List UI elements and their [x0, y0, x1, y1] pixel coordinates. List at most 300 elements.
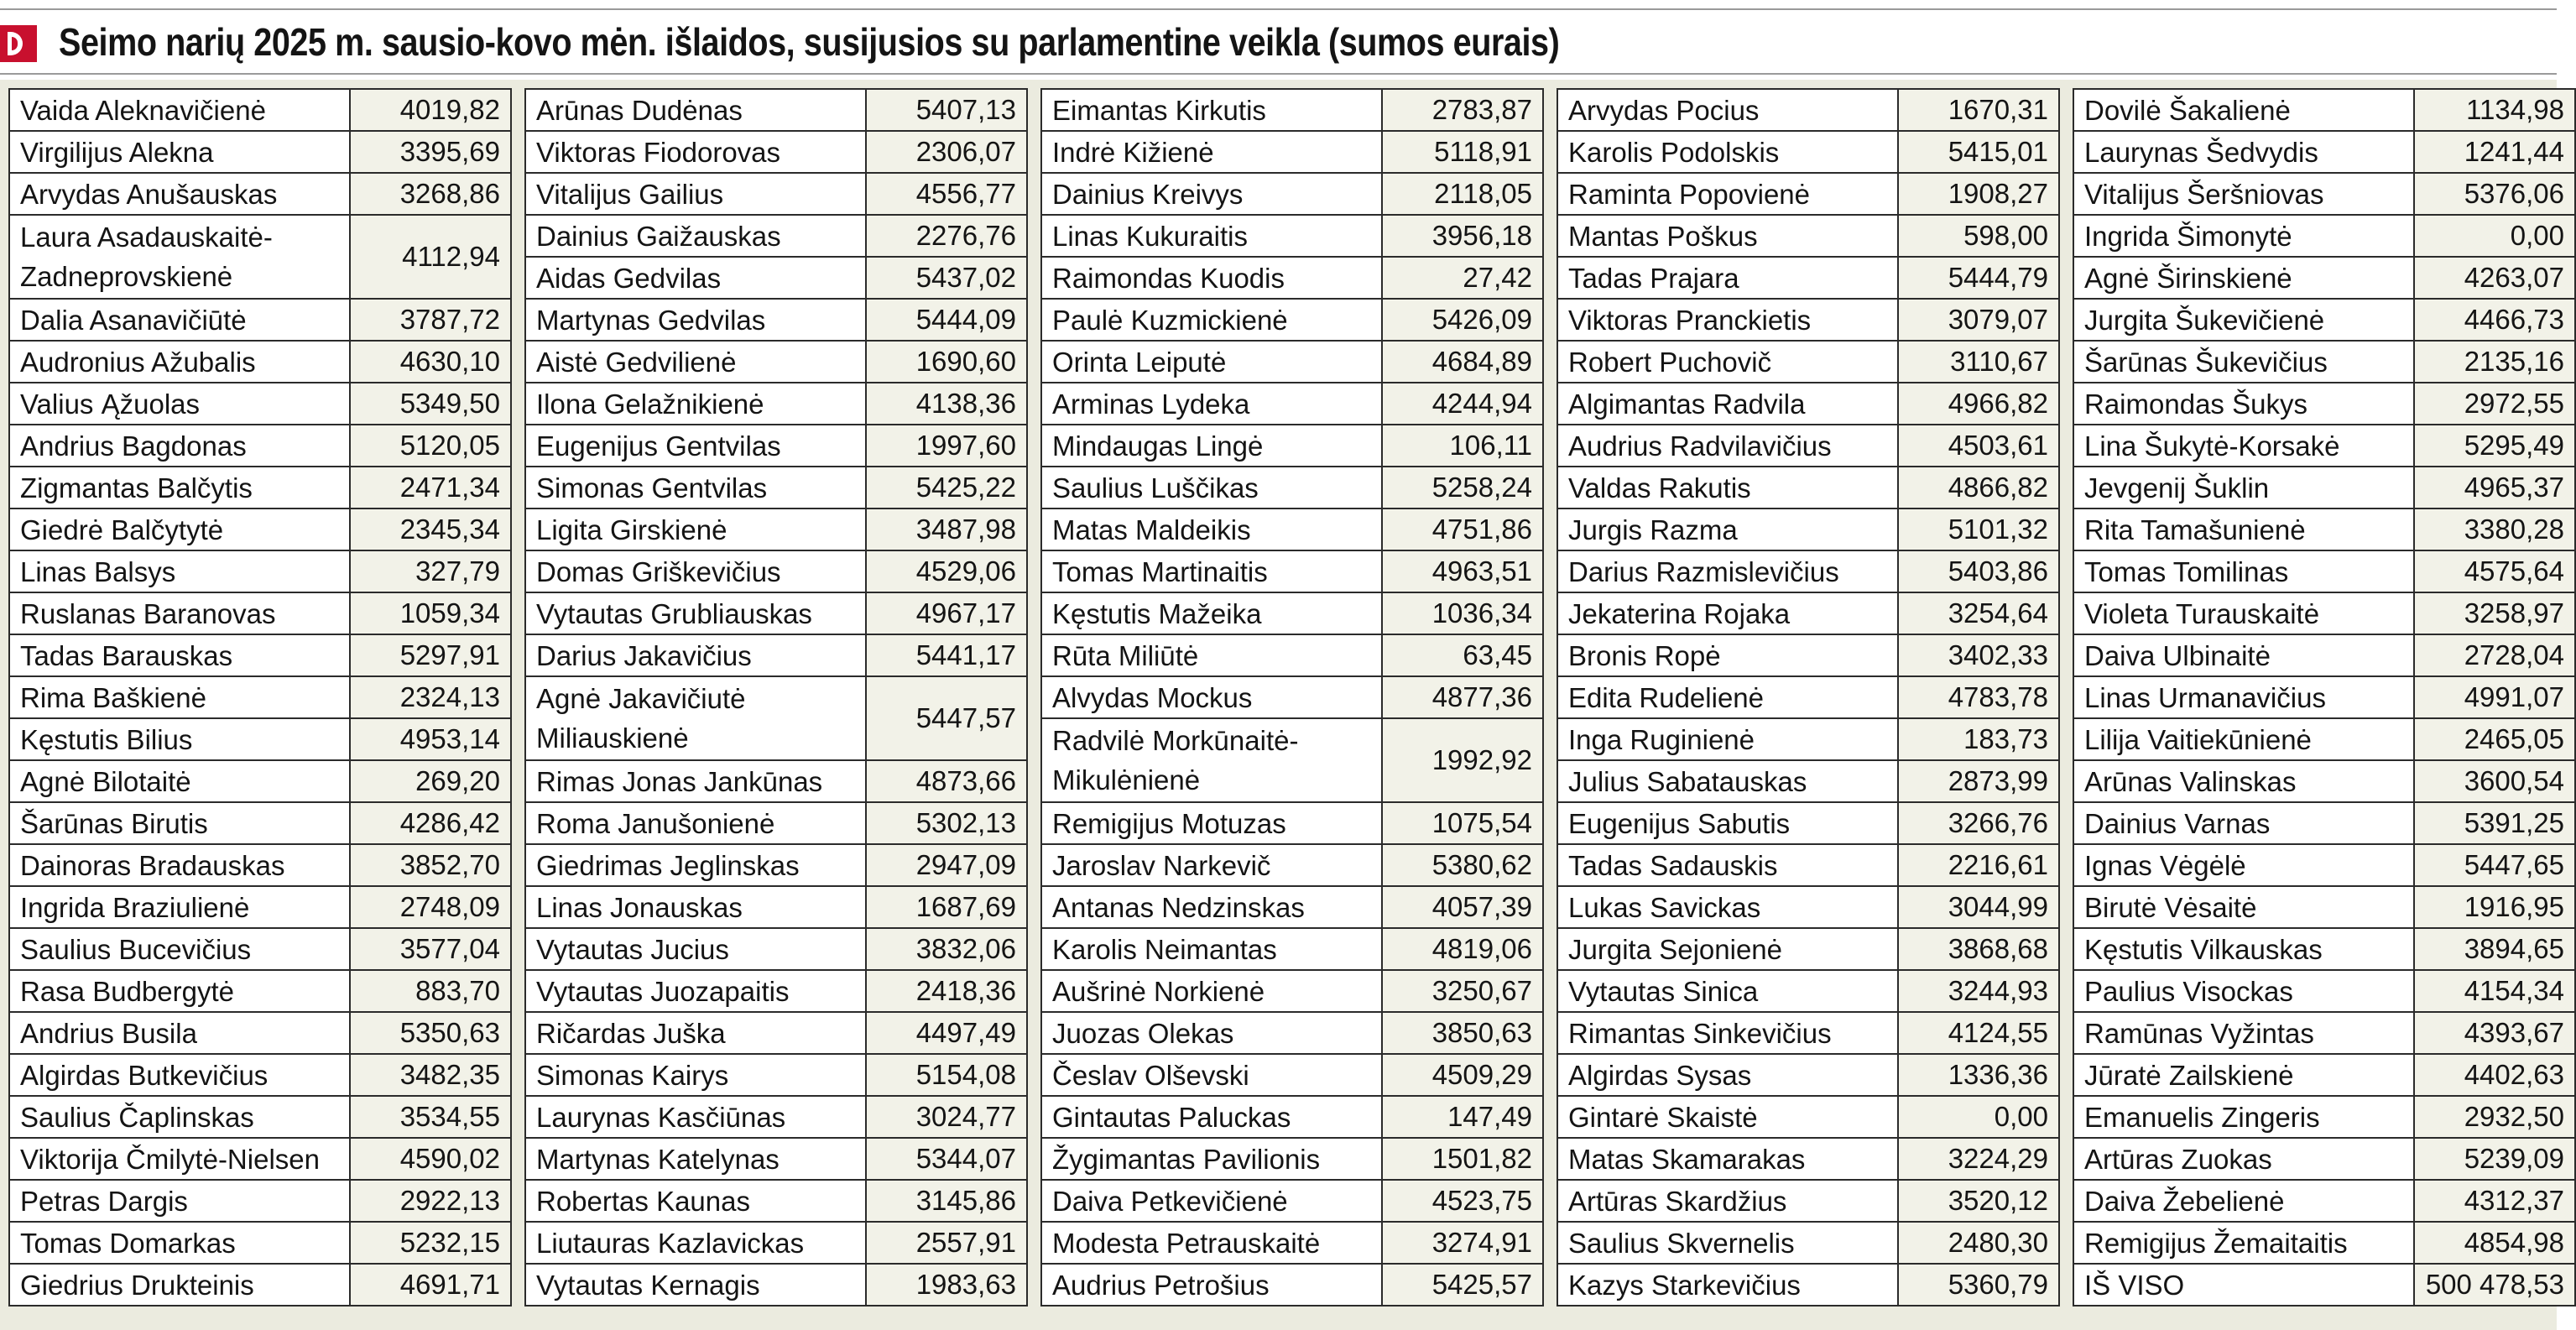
table-row	[2074, 1223, 2574, 1265]
member-name: Algirdas Butkevičius	[10, 1055, 351, 1095]
expense-amount: 2972,55	[2415, 383, 2574, 424]
table-row	[1558, 1265, 2058, 1305]
expense-amount: 5344,07	[867, 1139, 1026, 1179]
table-row	[1042, 1097, 1542, 1139]
expense-amount: 2471,34	[351, 467, 510, 508]
table-row	[1042, 258, 1542, 300]
member-name: Liutauras Kazlavickas	[526, 1223, 867, 1263]
member-name: Agnė Širinskienė	[2074, 258, 2415, 298]
table-row	[1558, 635, 2058, 677]
expense-amount: 1992,92	[1383, 719, 1542, 801]
member-name: Viktorija Čmilytė-Nielsen	[10, 1139, 351, 1179]
member-name: Birutė Vėsaitė	[2074, 887, 2415, 927]
table-row	[2074, 342, 2574, 383]
member-name: Ligita Girskienė	[526, 509, 867, 550]
member-name: Martynas Katelynas	[526, 1139, 867, 1179]
member-name: Vaida Aleknavičienė	[10, 90, 351, 130]
member-name: Jurgita Sejonienė	[1558, 929, 1899, 969]
member-name: Julius Sabatauskas	[1558, 761, 1899, 801]
member-name: Aidas Gedvilas	[526, 258, 867, 298]
expense-amount: 4503,61	[1899, 425, 2058, 466]
table-row	[10, 761, 510, 803]
expense-amount: 3244,93	[1899, 971, 2058, 1011]
member-name: Vytautas Grubliauskas	[526, 593, 867, 634]
table-row	[10, 1055, 510, 1097]
table-row	[1558, 1013, 2058, 1055]
member-name: Giedrius Drukteinis	[10, 1265, 351, 1305]
table-row	[2074, 174, 2574, 216]
member-name: Lilija Vaitiekūnienė	[2074, 719, 2415, 759]
expense-amount: 63,45	[1383, 635, 1542, 675]
expense-amount: 2932,50	[2415, 1097, 2574, 1137]
expense-amount: 5258,24	[1383, 467, 1542, 508]
member-name: Violeta Turauskaitė	[2074, 593, 2415, 634]
expense-amount: 1134,98	[2415, 90, 2574, 130]
expense-amount: 147,49	[1383, 1097, 1542, 1137]
expense-amount: 3380,28	[2415, 509, 2574, 550]
expense-amount: 4057,39	[1383, 887, 1542, 927]
expense-amount: 3274,91	[1383, 1223, 1542, 1263]
expense-amount: 5447,65	[2415, 845, 2574, 885]
member-name: Lina Šukytė-Korsakė	[2074, 425, 2415, 466]
member-name: Tadas Prajara	[1558, 258, 1899, 298]
table-row	[1042, 1223, 1542, 1265]
member-name: Arminas Lydeka	[1042, 383, 1383, 424]
table-row	[1042, 174, 1542, 216]
member-name: Gintarė Skaistė	[1558, 1097, 1899, 1137]
member-name: Ingrida Braziulienė	[10, 887, 351, 927]
table-row	[1042, 1055, 1542, 1097]
table-row	[1042, 1265, 1542, 1305]
member-name: Saulius Skvernelis	[1558, 1223, 1899, 1263]
expense-amount: 3079,07	[1899, 300, 2058, 340]
member-name: Radvilė Morkūnaitė-Mikulėnienė	[1042, 719, 1383, 801]
expense-amount: 4112,94	[351, 216, 510, 298]
table-row	[1558, 971, 2058, 1013]
member-name: Tadas Barauskas	[10, 635, 351, 675]
member-name: Daiva Ulbinaitė	[2074, 635, 2415, 675]
table-row	[526, 803, 1026, 845]
table-row	[526, 971, 1026, 1013]
expense-amount: 2465,05	[2415, 719, 2574, 759]
member-name: Jurgis Razma	[1558, 509, 1899, 550]
table-row	[1558, 1181, 2058, 1223]
table-row	[1042, 1139, 1542, 1181]
expense-amount: 3044,99	[1899, 887, 2058, 927]
member-name: Audronius Ažubalis	[10, 342, 351, 382]
member-name: Raminta Popovienė	[1558, 174, 1899, 214]
table-row	[10, 1097, 510, 1139]
member-name: Juozas Olekas	[1042, 1013, 1383, 1053]
expense-amount: 4691,71	[351, 1265, 510, 1305]
member-name: Rita Tamašunienė	[2074, 509, 2415, 550]
table-row	[526, 761, 1026, 803]
table-row	[1042, 342, 1542, 383]
table-row	[526, 467, 1026, 509]
member-name: Aušrinė Norkienė	[1042, 971, 1383, 1011]
expense-amount: 1241,44	[2415, 132, 2574, 172]
expense-amount: 1690,60	[867, 342, 1026, 382]
expense-amount: 4019,82	[351, 90, 510, 130]
member-name: Modesta Petrauskaitė	[1042, 1223, 1383, 1263]
member-name: Aistė Gedvilienė	[526, 342, 867, 382]
table-row	[526, 258, 1026, 300]
member-name: Česlav Olševski	[1042, 1055, 1383, 1095]
table-row	[10, 1139, 510, 1181]
expense-amount: 1997,60	[867, 425, 1026, 466]
table-row	[10, 1013, 510, 1055]
table-row	[1558, 1139, 2058, 1181]
table-row	[1042, 971, 1542, 1013]
member-name: Jaroslav Narkevič	[1042, 845, 1383, 885]
table-row	[10, 467, 510, 509]
expense-amount: 4556,77	[867, 174, 1026, 214]
expense-amount: 4312,37	[2415, 1181, 2574, 1221]
table-row	[2074, 300, 2574, 342]
table-row	[2074, 509, 2574, 551]
table-row	[526, 551, 1026, 593]
expense-amount: 3482,35	[351, 1055, 510, 1095]
member-name: Mantas Poškus	[1558, 216, 1899, 256]
page-title: Seimo narių 2025 m. sausio-kovo mėn. išlaidos, susijusios su parlamentine veikla (sumos eurais)	[59, 20, 1560, 64]
member-name: Martynas Gedvilas	[526, 300, 867, 340]
member-name: Tomas Martinaitis	[1042, 551, 1383, 592]
expense-amount: 2783,87	[1383, 90, 1542, 130]
member-name: Laura Asadauskaitė-Zadneprovskienė	[10, 216, 351, 298]
table-row	[2074, 593, 2574, 635]
member-name: Ingrida Šimonytė	[2074, 216, 2415, 256]
member-name: Matas Maldeikis	[1042, 509, 1383, 550]
table-row	[1042, 719, 1542, 803]
member-name: Vytautas Juozapaitis	[526, 971, 867, 1011]
member-name: Valdas Rakutis	[1558, 467, 1899, 508]
table-row	[1558, 551, 2058, 593]
table-row	[2074, 258, 2574, 300]
expense-amount: 4263,07	[2415, 258, 2574, 298]
expense-amount: 598,00	[1899, 216, 2058, 256]
member-name: Andrius Bagdonas	[10, 425, 351, 466]
table-row	[2074, 425, 2574, 467]
member-name: Robert Puchovič	[1558, 342, 1899, 382]
expense-amount: 5437,02	[867, 258, 1026, 298]
expense-amount: 327,79	[351, 551, 510, 592]
table-row	[1042, 425, 1542, 467]
table-row	[526, 929, 1026, 971]
member-name: Arūnas Valinskas	[2074, 761, 2415, 801]
expense-amount: 4783,78	[1899, 677, 2058, 717]
table-row	[2074, 90, 2574, 132]
member-name: Daiva Petkevičienė	[1042, 1181, 1383, 1221]
member-name: Algimantas Radvila	[1558, 383, 1899, 424]
expense-amount: 500 478,53	[2415, 1265, 2574, 1305]
table-row	[10, 90, 510, 132]
member-name: Jevgenij Šuklin	[2074, 467, 2415, 508]
table-row	[1042, 467, 1542, 509]
member-name: Alvydas Mockus	[1042, 677, 1383, 717]
table-row	[526, 845, 1026, 887]
member-name: Kęstutis Vilkauskas	[2074, 929, 2415, 969]
member-name: Vitalijus Gailius	[526, 174, 867, 214]
expense-amount: 4497,49	[867, 1013, 1026, 1053]
expense-amount: 4877,36	[1383, 677, 1542, 717]
table-row	[2074, 1055, 2574, 1097]
table-row	[10, 383, 510, 425]
table-row	[1558, 258, 2058, 300]
expense-amount: 5101,32	[1899, 509, 2058, 550]
expense-amount: 4138,36	[867, 383, 1026, 424]
table-row	[1042, 677, 1542, 719]
expense-amount: 3145,86	[867, 1181, 1026, 1221]
table-row	[10, 1223, 510, 1265]
expense-amount: 3250,67	[1383, 971, 1542, 1011]
member-name: Antanas Nedzinskas	[1042, 887, 1383, 927]
member-name: IŠ VISO	[2074, 1265, 2415, 1305]
table-row	[526, 1139, 1026, 1181]
expense-amount: 269,20	[351, 761, 510, 801]
member-name: Jekaterina Rojaka	[1558, 593, 1899, 634]
table-column-1	[8, 88, 512, 1307]
member-name: Gintautas Paluckas	[1042, 1097, 1383, 1137]
expense-amount: 0,00	[2415, 216, 2574, 256]
table-row	[10, 300, 510, 342]
expense-amount: 3110,67	[1899, 342, 2058, 382]
expense-amount: 3868,68	[1899, 929, 2058, 969]
table-row	[10, 887, 510, 929]
member-name: Artūras Zuokas	[2074, 1139, 2415, 1179]
expense-amount: 5426,09	[1383, 300, 1542, 340]
table-row	[2074, 216, 2574, 258]
member-name: Mindaugas Lingė	[1042, 425, 1383, 466]
member-name: Audrius Radvilavičius	[1558, 425, 1899, 466]
table-row	[1558, 90, 2058, 132]
table-row	[1042, 593, 1542, 635]
table-row	[10, 845, 510, 887]
table-row	[10, 803, 510, 845]
table-column-3	[1040, 88, 1544, 1307]
expense-amount: 106,11	[1383, 425, 1542, 466]
member-name: Emanuelis Zingeris	[2074, 1097, 2415, 1137]
member-name: Tadas Sadauskis	[1558, 845, 1899, 885]
expense-amount: 5380,62	[1383, 845, 1542, 885]
member-name: Inga Ruginienė	[1558, 719, 1899, 759]
member-name: Dainius Kreivys	[1042, 174, 1383, 214]
expense-amount: 3266,76	[1899, 803, 2058, 843]
member-name: Dovilė Šakalienė	[2074, 90, 2415, 130]
table-row	[1558, 887, 2058, 929]
expenses-table	[0, 80, 2564, 1330]
table-row	[1558, 425, 2058, 467]
member-name: Roma Janušonienė	[526, 803, 867, 843]
member-name: Dainius Gaižauskas	[526, 216, 867, 256]
member-name: Giedrė Balčytytė	[10, 509, 351, 550]
member-name: Raimondas Šukys	[2074, 383, 2415, 424]
table-row	[1042, 509, 1542, 551]
table-row	[1042, 929, 1542, 971]
expense-amount: 2135,16	[2415, 342, 2574, 382]
table-row	[1558, 342, 2058, 383]
expense-amount: 5425,22	[867, 467, 1026, 508]
expense-amount: 1908,27	[1899, 174, 2058, 214]
expense-amount: 4873,66	[867, 761, 1026, 801]
expense-amount: 2306,07	[867, 132, 1026, 172]
member-name: Ričardas Juška	[526, 1013, 867, 1053]
member-name: Valius Ąžuolas	[10, 383, 351, 424]
table-row	[526, 216, 1026, 258]
member-name: Petras Dargis	[10, 1181, 351, 1221]
member-name: Virgilijus Alekna	[10, 132, 351, 172]
member-name: Arūnas Dudėnas	[526, 90, 867, 130]
expense-amount: 4124,55	[1899, 1013, 2058, 1053]
expense-amount: 2947,09	[867, 845, 1026, 885]
member-name: Kazys Starkevičius	[1558, 1265, 1899, 1305]
member-name: Bronis Ropė	[1558, 635, 1899, 675]
table-row	[1558, 467, 2058, 509]
expense-amount: 2324,13	[351, 677, 510, 717]
table-row	[526, 593, 1026, 635]
member-name: Kęstutis Bilius	[10, 719, 351, 759]
expense-amount: 3787,72	[351, 300, 510, 340]
expense-amount: 5441,17	[867, 635, 1026, 675]
member-name: Simonas Kairys	[526, 1055, 867, 1095]
table-row	[1558, 132, 2058, 174]
member-name: Vytautas Jucius	[526, 929, 867, 969]
expense-amount: 2873,99	[1899, 761, 2058, 801]
table-row	[526, 509, 1026, 551]
expense-amount: 4509,29	[1383, 1055, 1542, 1095]
member-name: Rasa Budbergytė	[10, 971, 351, 1011]
member-name: Orinta Leiputė	[1042, 342, 1383, 382]
table-row	[2074, 887, 2574, 929]
expense-amount: 5349,50	[351, 383, 510, 424]
member-name: Vitalijus Šeršniovas	[2074, 174, 2415, 214]
table-row	[2074, 1097, 2574, 1139]
expense-amount: 4965,37	[2415, 467, 2574, 508]
table-row	[1558, 719, 2058, 761]
member-name: Agnė Jakavičiutė Miliauskienė	[526, 677, 867, 759]
expense-amount: 5415,01	[1899, 132, 2058, 172]
member-name: Karolis Neimantas	[1042, 929, 1383, 969]
table-row	[1558, 803, 2058, 845]
table-row	[2074, 383, 2574, 425]
expense-amount: 3520,12	[1899, 1181, 2058, 1221]
expense-amount: 0,00	[1899, 1097, 2058, 1137]
expense-amount: 883,70	[351, 971, 510, 1011]
top-rule	[0, 8, 2557, 10]
member-name: Paulė Kuzmickienė	[1042, 300, 1383, 340]
table-row	[526, 300, 1026, 342]
member-name: Laurynas Kasčiūnas	[526, 1097, 867, 1137]
table-row	[526, 132, 1026, 174]
member-name: Paulius Visockas	[2074, 971, 2415, 1011]
member-name: Laurynas Šedvydis	[2074, 132, 2415, 172]
table-row	[526, 174, 1026, 216]
member-name: Remigijus Motuzas	[1042, 803, 1383, 843]
header-divider	[0, 73, 2557, 75]
expense-amount: 5239,09	[2415, 1139, 2574, 1179]
table-row	[10, 719, 510, 761]
expense-amount: 1687,69	[867, 887, 1026, 927]
member-name: Šarūnas Birutis	[10, 803, 351, 843]
expense-amount: 4819,06	[1383, 929, 1542, 969]
member-name: Darius Jakavičius	[526, 635, 867, 675]
expense-amount: 4684,89	[1383, 342, 1542, 382]
table-row	[10, 635, 510, 677]
table-row	[2074, 719, 2574, 761]
expense-amount: 4154,34	[2415, 971, 2574, 1011]
table-row	[526, 425, 1026, 467]
table-row	[1042, 635, 1542, 677]
table-row	[1558, 929, 2058, 971]
member-name: Giedrimas Jeglinskas	[526, 845, 867, 885]
d-brand-logo-icon	[0, 25, 37, 62]
expense-amount: 4523,75	[1383, 1181, 1542, 1221]
expense-amount: 4854,98	[2415, 1223, 2574, 1263]
member-name: Rima Baškienė	[10, 677, 351, 717]
table-row	[1042, 132, 1542, 174]
table-row	[10, 216, 510, 300]
expense-amount: 2118,05	[1383, 174, 1542, 214]
member-name: Saulius Luščikas	[1042, 467, 1383, 508]
member-name: Darius Razmislevičius	[1558, 551, 1899, 592]
expense-amount: 3258,97	[2415, 593, 2574, 634]
table-row	[10, 971, 510, 1013]
expense-amount: 5425,57	[1383, 1265, 1542, 1305]
member-name: Viktoras Pranckietis	[1558, 300, 1899, 340]
member-name: Viktoras Fiodorovas	[526, 132, 867, 172]
expense-amount: 3956,18	[1383, 216, 1542, 256]
member-name: Daiva Žebelienė	[2074, 1181, 2415, 1221]
table-column-4	[1557, 88, 2060, 1307]
expense-amount: 3600,54	[2415, 761, 2574, 801]
expense-amount: 2557,91	[867, 1223, 1026, 1263]
table-row	[526, 342, 1026, 383]
expense-amount: 4244,94	[1383, 383, 1542, 424]
table-row	[2074, 467, 2574, 509]
member-name: Arvydas Pocius	[1558, 90, 1899, 130]
table-row	[1042, 1181, 1542, 1223]
table-row	[526, 635, 1026, 677]
member-name: Domas Griškevičius	[526, 551, 867, 592]
expense-amount: 4953,14	[351, 719, 510, 759]
table-row	[10, 1265, 510, 1305]
expense-amount: 1036,34	[1383, 593, 1542, 634]
table-row	[10, 174, 510, 216]
member-name: Remigijus Žemaitaitis	[2074, 1223, 2415, 1263]
table-row	[1558, 761, 2058, 803]
table-row	[2074, 1013, 2574, 1055]
table-row	[1558, 845, 2058, 887]
member-name: Edita Rudelienė	[1558, 677, 1899, 717]
total-row	[2074, 1265, 2574, 1305]
table-column-5	[2073, 88, 2576, 1307]
table-row	[526, 677, 1026, 761]
expense-amount: 4402,63	[2415, 1055, 2574, 1095]
table-column-2	[524, 88, 1028, 1307]
table-row	[526, 1055, 1026, 1097]
table-row	[1558, 300, 2058, 342]
expense-amount: 3852,70	[351, 845, 510, 885]
member-name: Rimas Jonas Jankūnas	[526, 761, 867, 801]
member-name: Žygimantas Pavilionis	[1042, 1139, 1383, 1179]
table-row	[526, 90, 1026, 132]
expense-amount: 1916,95	[2415, 887, 2574, 927]
expense-amount: 5350,63	[351, 1013, 510, 1053]
member-name: Dainius Varnas	[2074, 803, 2415, 843]
member-name: Zigmantas Balčytis	[10, 467, 351, 508]
table-row	[1042, 845, 1542, 887]
expense-amount: 3268,86	[351, 174, 510, 214]
table-row	[1042, 803, 1542, 845]
